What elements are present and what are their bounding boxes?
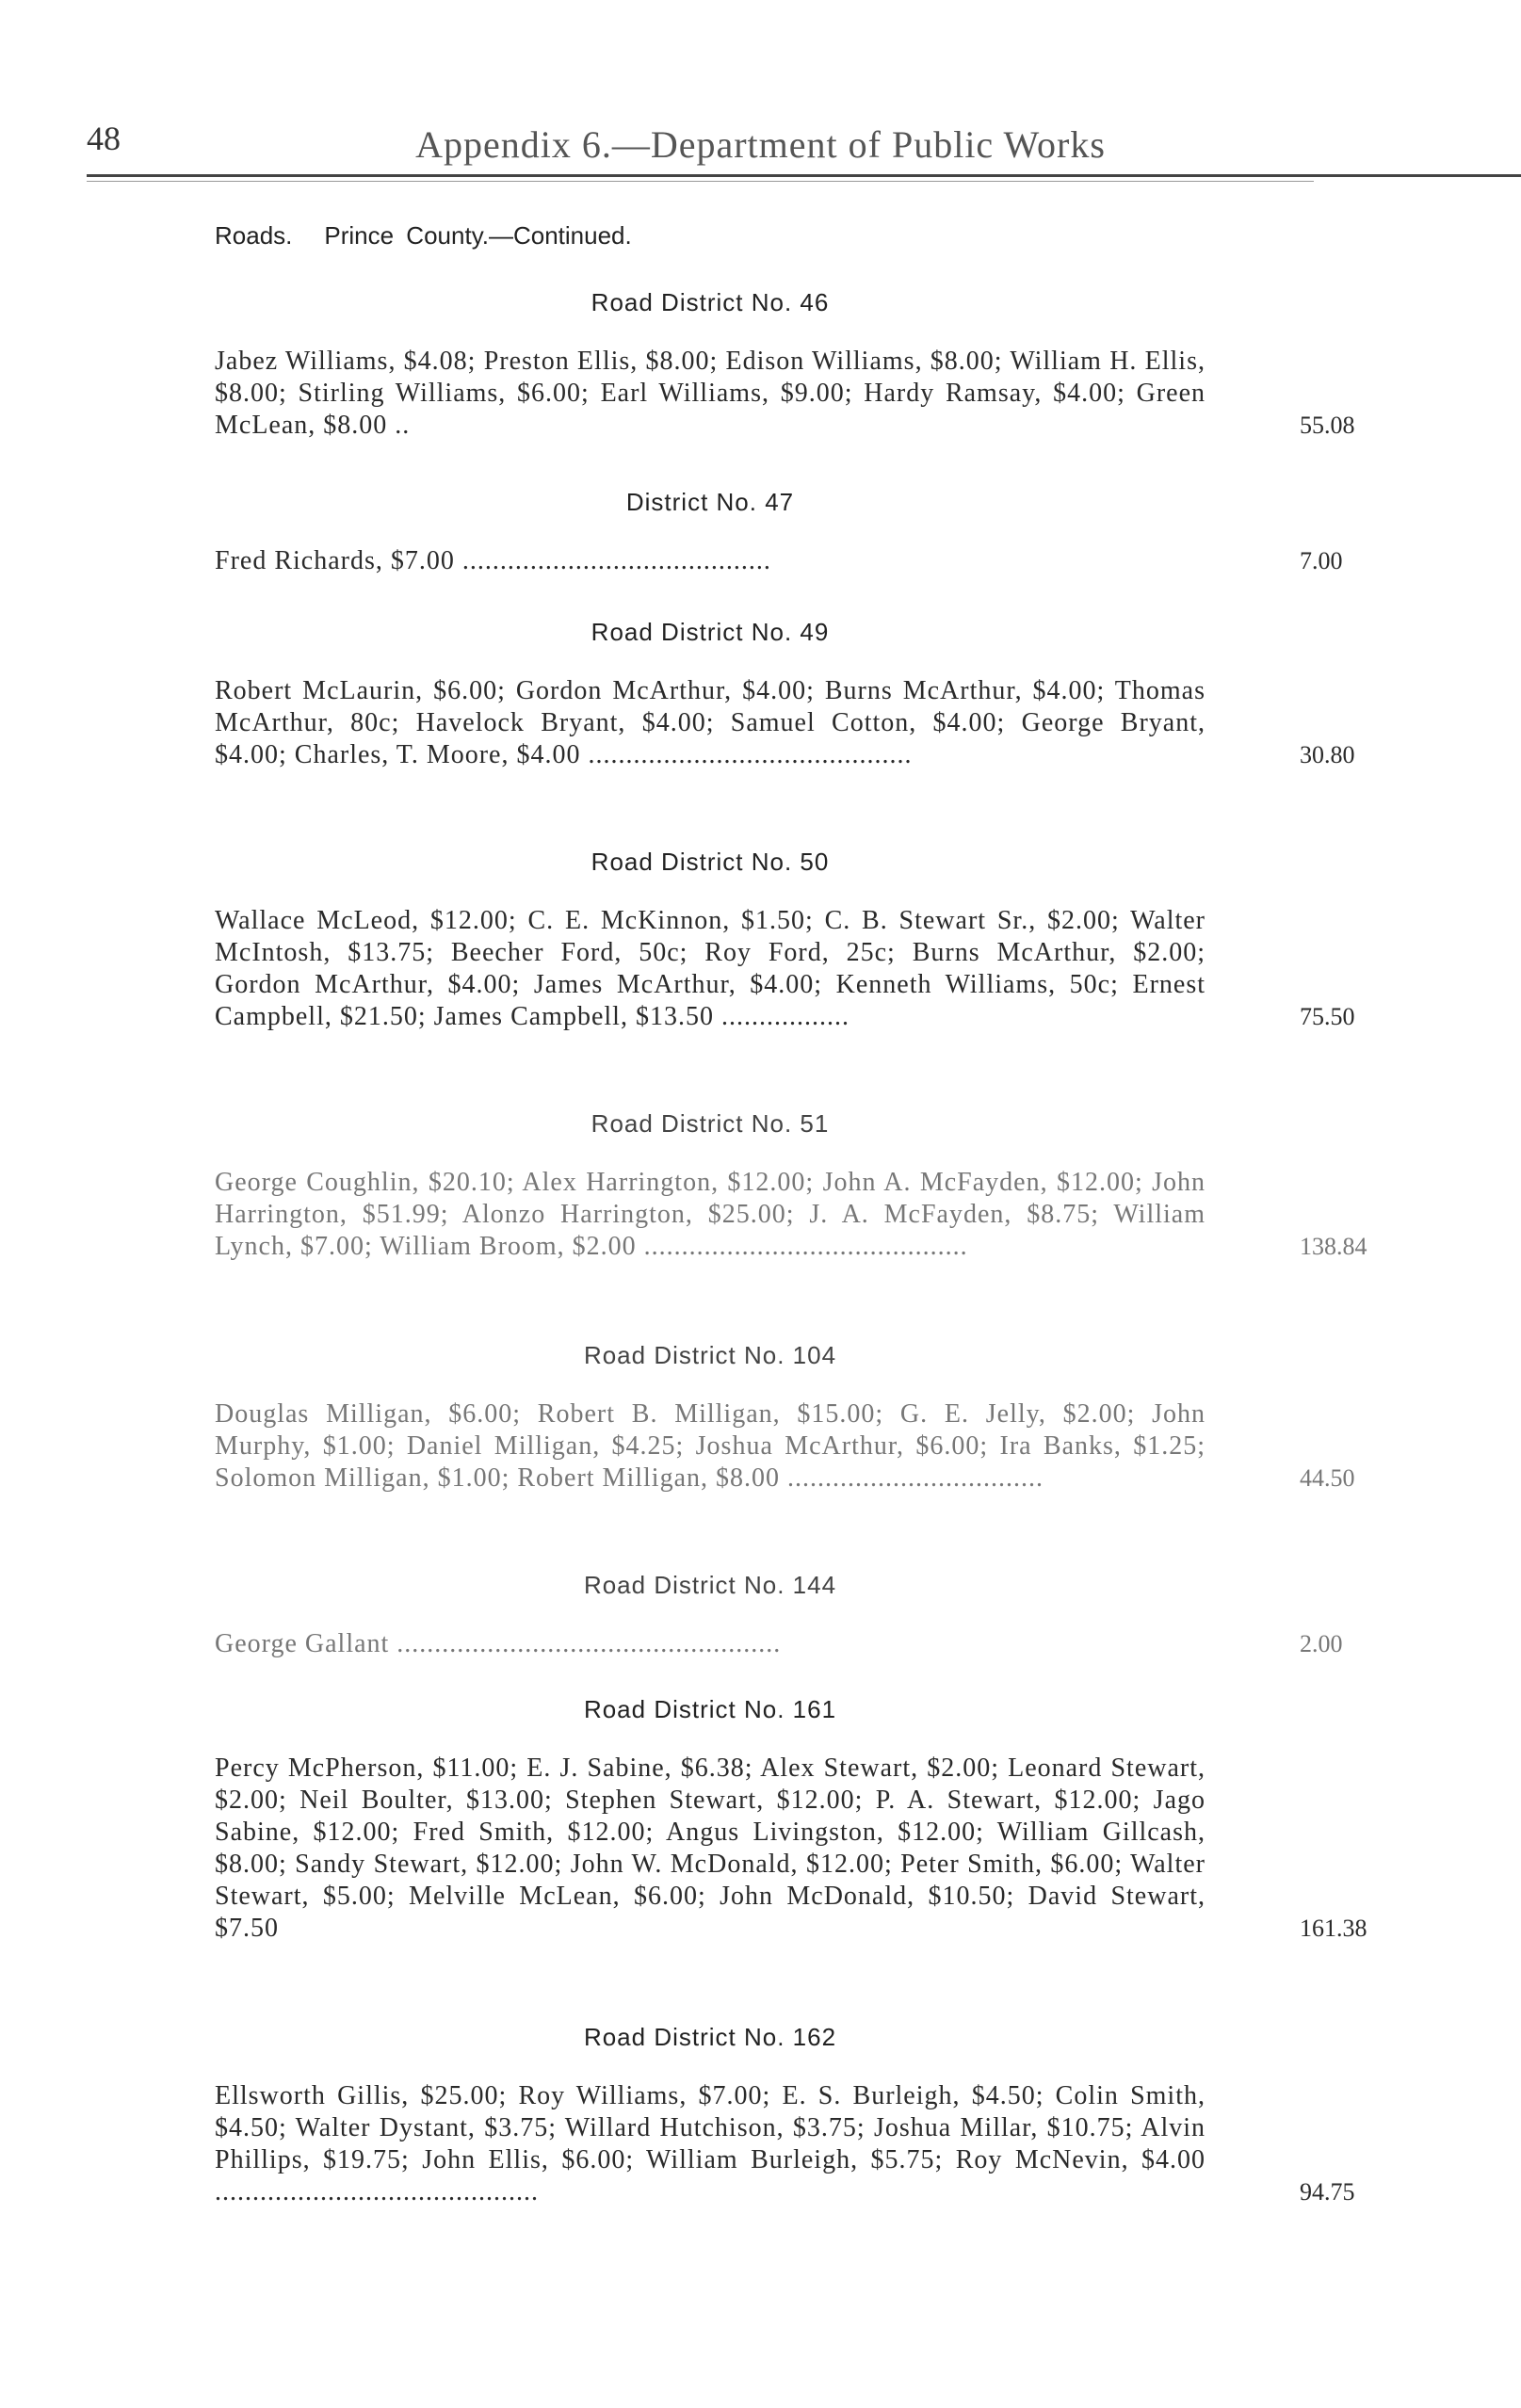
district-title: Road District No. 46 (591, 288, 830, 316)
entry-text: Fred Richards, $7.00 ......................................... (215, 546, 771, 575)
district-entry (215, 346, 1355, 442)
district-entry (215, 675, 1355, 771)
district-162 (215, 2023, 1355, 2208)
header-rule-thin (87, 181, 1314, 182)
district-title: Road District No. 49 (591, 618, 830, 646)
district-title: Road District No. 51 (591, 1109, 830, 1138)
district-50 (215, 848, 1355, 1033)
district-title: Road District No. 104 (583, 1341, 837, 1369)
section-label-roads: Roads. (215, 221, 293, 250)
entry-text: George Gallant ................................................... (215, 1629, 782, 1658)
running-title: Appendix 6.—Department of Public Works (415, 123, 1106, 166)
entry-text: Ellsworth Gillis, $25.00; Roy Williams, $7.00; E. S. Burleigh, $4.50; Colin Smith, $4.50; Walter Dystant, $3.75; Willard Hutchison, $3.75; Joshua Millar, $10.75; Alvin Phillips, $19.75; John Ellis, $6.00; William Burleigh, $5.75; Roy McNevin, $4.00 ........................................... (215, 2081, 1205, 2206)
page-number: 48 (87, 120, 121, 157)
district-51 (215, 1109, 1367, 1263)
district-entry (215, 905, 1355, 1033)
entry-text: Jabez Williams, $4.08; Preston Ellis, $8.00; Edison Williams, $8.00; William H. Ellis, $8.00; Stirling Williams, $6.00; Earl Williams, $9.00; Hardy Ramsay, $4.00; Green McLean, $8.00 .. (215, 347, 1205, 440)
district-title: Road District No. 161 (583, 1695, 837, 1723)
district-title: Road District No. 50 (591, 848, 830, 876)
entry-amount: 2.00 (1300, 1630, 1343, 1657)
entry-amount: 161.38 (1300, 1915, 1367, 1942)
district-entry (215, 1167, 1367, 1263)
header-rule (87, 174, 1521, 177)
entry-text: Wallace McLeod, $12.00; C. E. McKinnon, $1.50; C. B. Stewart Sr., $2.00; Walter McIntosh, $13.75; Beecher Ford, 50c; Roy Ford, 25c; Burns McArthur, $2.00; Gordon McArthur, $4.00; James McArthur, $4.00; Kenneth Williams, 50c; Ernest Campbell, $21.50; James Campbell, $13.50 ................. (215, 906, 1205, 1031)
district-104 (215, 1341, 1355, 1495)
entry-amount: 138.84 (1300, 1233, 1367, 1260)
district-entry (215, 545, 1343, 577)
district-entry (215, 2080, 1355, 2208)
entry-amount: 55.08 (1300, 412, 1355, 439)
entry-text: George Coughlin, $20.10; Alex Harrington, $12.00; John A. McFayden, $12.00; John Harrington, $51.99; Alonzo Harrington, $25.00; J. A. McFayden, $8.75; William Lynch, $7.00; William Broom, $2.00 ........................................... (215, 1168, 1205, 1261)
entry-text: Douglas Milligan, $6.00; Robert B. Milligan, $15.00; G. E. Jelly, $2.00; John Murphy, $1.00; Daniel Milligan, $4.25; Joshua McArthur, $6.00; Ira Banks, $1.25; Solomon Milligan, $1.00; Robert Milligan, $8.00 .................................. (215, 1399, 1205, 1493)
district-title: District No. 47 (625, 488, 795, 516)
entry-text: Percy McPherson, $11.00; E. J. Sabine, $6.38; Alex Stewart, $2.00; Leonard Stewart, $2.00; Neil Boulter, $13.00; Stephen Stewart, $12.00; P. A. Stewart, $12.00; Jago Sabine, $12.00; Fred Smith, $12.00; Angus Livingston, $12.00; William Gillcash, $8.00; Sandy Stewart, $12.00; John W. McDonald, $12.00; Peter Smith, $6.00; Walter Stewart, $5.00; Melville McLean, $6.00; John McDonald, $10.50; David Stewart, $7.50 (215, 1753, 1205, 1943)
district-title: Road District No. 144 (583, 1571, 837, 1599)
district-161 (215, 1695, 1367, 1945)
district-entry (215, 1753, 1367, 1945)
entry-amount: 94.75 (1300, 2178, 1355, 2206)
section-heading (215, 221, 632, 250)
district-entry (215, 1398, 1355, 1495)
entry-amount: 75.50 (1300, 1003, 1355, 1030)
entry-amount: 30.80 (1300, 741, 1355, 768)
district-46 (215, 288, 1355, 442)
entry-text: Robert McLaurin, $6.00; Gordon McArthur, $4.00; Burns McArthur, $4.00; Thomas McArthur, 80c; Havelock Bryant, $4.00; Samuel Cotton, $4.00; George Bryant, $4.00; Charles, T. Moore, $4.00 ........................................... (215, 676, 1205, 769)
entry-amount: 44.50 (1300, 1464, 1355, 1492)
entry-amount: 7.00 (1300, 547, 1343, 574)
district-144 (215, 1571, 1343, 1660)
district-title: Road District No. 162 (583, 2023, 837, 2051)
district-49 (215, 618, 1355, 771)
district-47 (215, 488, 1343, 577)
district-entry (215, 1628, 1343, 1660)
section-label-county: Prince County.—Continued. (324, 221, 632, 250)
